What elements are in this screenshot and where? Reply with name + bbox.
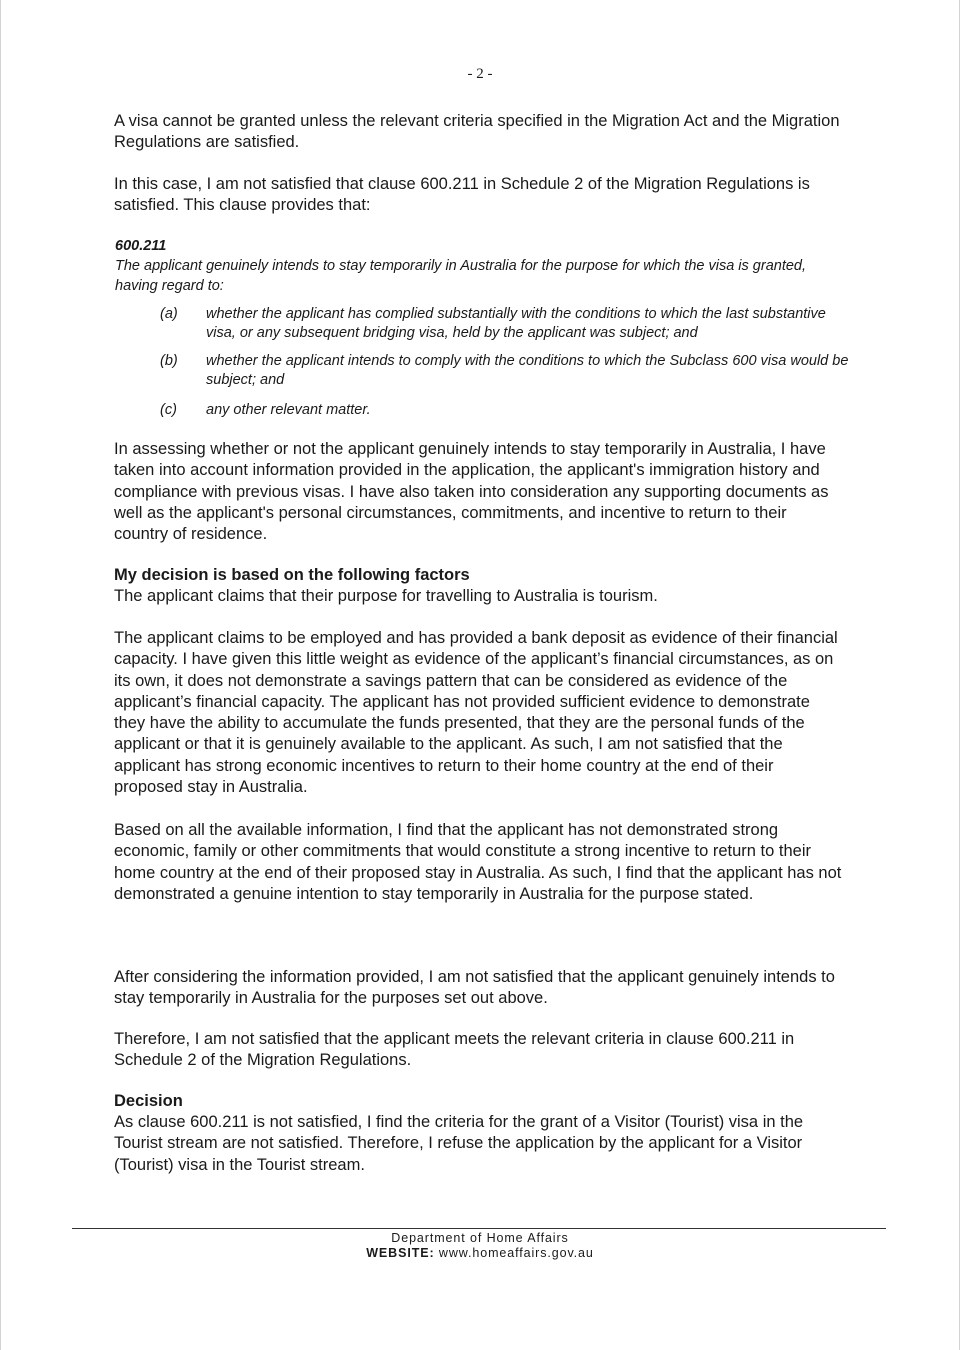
paragraph-assessment: In assessing whether or not the applicant genuinely intends to stay temporarily in Australia, I have taken into account information provided in the application, the applicant's immigration history and compliance with previous visas. I have also taken into consideration any supporting documents as well as the applicant's personal circumstances, commitments, and incentive to return to their country of residence. [114,440,829,544]
clause-item-text: whether the applicant has complied substantially with the conditions to which the last substantive visa, or any subsequent bridging visa, held by the applicant was subject; and [206,306,826,341]
paragraph-considering: After considering the information provided, I am not satisfied that the applicant genuinely intends to stay temporarily in Australia for the purposes set out above. [114,968,835,1008]
paragraph-clause-intro: In this case, I am not satisfied that clause 600.211 in Schedule 2 of the Migration Regulations is satisfied. This clause provides that: [114,175,810,215]
footer-website-url: www.homeaffairs.gov.au [438,1246,594,1260]
clause-item-text: any other relevant matter. [206,402,371,418]
footer-website-label: WEBSITE: [366,1246,435,1260]
clause-item [160,352,850,390]
clause-item-label: (b) [160,353,178,369]
heading-decision: Decision [114,1092,183,1110]
page-number: - 2 - [467,66,493,82]
clause-item-label: (a) [160,306,178,322]
paragraph-purpose: The applicant claims that their purpose for travelling to Australia is tourism. [114,587,658,605]
clause-item [160,305,850,343]
paragraph-financial: The applicant claims to be employed and has provided a bank deposit as evidence of their financial capacity. I have given this little weight as evidence of the applicant’s financial circumstances, as on its own, it does not demonstrate a savings pattern that can be considered as evidence of the applicant’s financial capacity. The applicant has not provided sufficient evidence to demonstrate they have the ability to accumulate the funds presented, that they are the personal funds of the applicant or that it is genuinely available to the applicant. As such, I am not satisfied that the applicant has strong economic incentives to return to their home country at the end of their proposed stay in Australia. [114,629,838,797]
heading-factors: My decision is based on the following factors [114,566,470,584]
footer-divider [72,1228,886,1229]
paragraph-visa-criteria: A visa cannot be granted unless the relevant criteria specified in the Migration Act and the Migration Regulations are satisfied. [114,112,840,152]
paragraph-criteria-not-met: Therefore, I am not satisfied that the applicant meets the relevant criteria in clause 600.211 in Schedule 2 of the Migration Regulations. [114,1030,795,1070]
clause-item [160,401,850,420]
page-edge-left [0,0,1,1350]
footer-department: Department of Home Affairs [391,1231,569,1245]
footer-website [0,1246,960,1261]
paragraph-commitments: Based on all the available information, I find that the applicant has not demonstrated strong economic, family or other commitments that would constitute a strong incentive to return to their home country at the end of their proposed stay in Australia. As such, I find that the applicant has not demonstrated a genuine intention to stay temporarily in Australia for the purpose stated. [114,821,842,903]
clause-item-label: (c) [160,402,177,418]
clause-item-text: whether the applicant intends to comply with the conditions to which the Subclass 600 visa would be subject; and [206,353,849,388]
clause-number: 600.211 [115,238,167,254]
paragraph-decision: As clause 600.211 is not satisfied, I find the criteria for the grant of a Visitor (Tourist) visa in the Tourist stream are not satisfied. Therefore, I refuse the application by the applicant for a Visitor (Tourist) visa in the Tourist stream. [114,1113,804,1174]
clause-text: The applicant genuinely intends to stay temporarily in Australia for the purpose for which the visa is granted, having regard to: [115,258,807,294]
